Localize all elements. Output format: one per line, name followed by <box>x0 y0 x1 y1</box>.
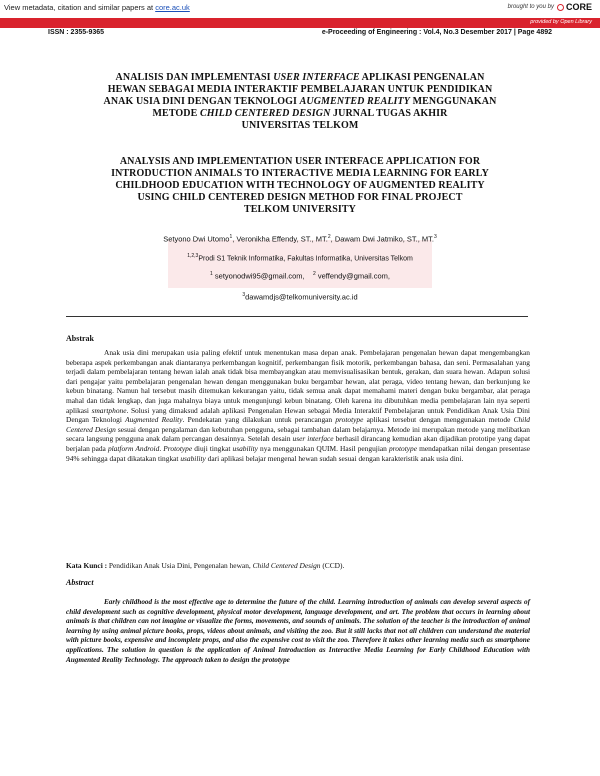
proceeding-info: e-Proceeding of Engineering : Vol.4, No.3 Desember 2017 | Page 4892 <box>321 29 552 36</box>
page-header <box>48 29 552 41</box>
metadata-prefix: View metadata, citation and similar papers at <box>4 3 156 12</box>
abstract-body: Early childhood is the most effective age to determine the future of the child. Learning introduction of animals can develop several aspects of child development such as cognitive development, physical motor development, language development, and art. The problem that occurs in learning about animals is that children can not imagine or visualize the forms, movements, and sounds of animals. The solution of the teacher is the introduction of animal learning by using animal picture books, props, videos about animals, and visiting the zoo. But it still lacks that not all children can understand the material with picture books, expensive and incomplete props, and also the expensive cost to visit the zoo. Therefore it takes other learning media such as smartphone applications. The solution in question is the application of Animal Introduction as Interactive Media Learning for Early Childhood Education with Augmented Reality Technology. The approach taken to design the prototype <box>66 598 530 664</box>
author-3: , Dawam Dwi Jatmiko, ST., MT. <box>330 234 435 244</box>
abstrak-heading: Abstrak <box>66 334 95 343</box>
email-1[interactable]: setyonodwi95@gmail.com, <box>214 271 305 281</box>
core-label: CORE <box>565 2 592 12</box>
title-indonesian <box>70 72 530 132</box>
title-id-line-1: ANALISIS DAN IMPLEMENTASI USER INTERFACE APLIKASI PENGENALAN <box>115 72 485 83</box>
affiliation: $^{1,2,3}$Prodi S1 Teknik Informatika, Fakultas Informatika, Universitas Telkom <box>187 253 413 263</box>
author-list: Setyono Dwi Utomo$^1$, Veronikha Effendy, ST., MT.$^2$, Dawam Dwi Jatmiko, ST., MT.$^3$ <box>163 234 437 244</box>
author-email-3: $^3$dawamdjs@telkomuniversity.ac.id <box>242 292 358 302</box>
issn: ISSN : 2355-9365 <box>48 29 105 36</box>
title-en-line-2: INTRODUCTION ANIMALS TO INTERACTIVE MEDIA LEARNING FOR EARLY <box>111 168 489 179</box>
title-en-line-1: ANALYSIS AND IMPLEMENTATION USER INTERFACE APPLICATION FOR <box>119 156 481 167</box>
email-3[interactable]: dawamdjs@telkomuniversity.ac.id <box>245 292 358 302</box>
title-en-line-3: CHILDHOOD EDUCATION WITH TECHNOLOGY OF AUGMENTED REALITY <box>115 180 485 191</box>
provider-bar <box>0 18 600 28</box>
core-logo-icon <box>557 4 564 11</box>
author-emails: $^1$ setyonodwi95@gmail.com, $^2$ veffendy@gmail.com, <box>210 271 390 281</box>
title-english <box>70 156 530 216</box>
core-link[interactable]: core.ac.uk <box>155 3 190 12</box>
brought-by-text: brought to you by <box>507 4 554 10</box>
title-en-line-4: USING CHILD CENTERED DESIGN METHOD FOR FINAL PROJECT <box>137 192 463 203</box>
title-id-line-3: ANAK USIA DINI DENGAN TEKNOLOGI AUGMENTED REALITY MENGGUNAKAN <box>103 96 497 107</box>
abstrak-body: Anak usia dini merupakan usia paling efektif untuk menentukan masa depan anak. Pembelajaran pengenalan hewan dapat mengembangkan beberapa aspek perkembangan anak diantaranya perkembangan kognitif, perkembangan fisik motorik, perkembangan bahasa, dan seni. Permasalahan yang terjadi dalam pembelajaran tentang hewan ialah anak tidak bisa membayangkan atau memvisualisasikan bentuk, gerakan, dan suara hewan. Adapun solusi dari pengajar yaitu pembelajaran pengenalan hewan dengan menggunakan buku bergambar hewan, alat peraga, video tentang hewan, dan berkunjung ke kebun binatang. Namun hal tersebut masih ditemukan kekurangan yaitu, tidak semua anak dapat memahami materi dengan buku bergambar, alat peraga mahal dan tidak lengkap, dan juga mahalnya biaya untuk mengunjungi kebun binatang. Oleh karena itu dibutuhkan media pembelajaran lain nya seperti aplikasi smartphone. Solusi yang dimaksud adalah aplikasi Pengenalan Hewan sebagai Media Interaktif Pembelajaran untuk Pendidikan Anak Usia Dini Dengan Teknologi Augmented Reality. Pendekatan yang dilakukan untuk perancangan prototype aplikasi tersebut dengan menggunakan metode Child Centered Design sesuai dengan pengalaman dan kebutuhan pengguna, sebagai tambahan dalam belajarnya. Metode ini merupakan metode yang melibatkan secara langsung pengguna anak dalam percangan desainnya. Setelah desain user interface berhasil dirancang kemudian akan dijadikan prototipe yang dapat berjalan pada platform Android. Prototype diuji tingkat usability nya menggunakan QUIM. Hasil pengujian prototype mendapatkan nilai dengan presentase 94% sehingga dapat dikatakan tingkat usability dari aplikasi belajar mengenal hewan sudah sesuai dengan karakteristik anak usia dini. <box>66 348 531 463</box>
section-divider <box>66 316 528 317</box>
email-2[interactable]: veffendy@gmail.com, <box>317 271 390 281</box>
title-id-line-2: HEWAN SEBAGAI MEDIA INTERAKTIF PEMBELAJARAN UNTUK PENDIDIKAN <box>107 84 493 95</box>
keywords: Kata Kunci : Pendidikan Anak Usia Dini, Pengenalan hewan, Child Centered Design (CCD). <box>66 561 345 570</box>
abstract-heading: Abstract <box>66 578 94 587</box>
title-id-line-4: METODE CHILD CENTERED DESIGN JURNAL TUGAS AKHIR <box>152 108 448 119</box>
metadata-link-text <box>4 3 190 12</box>
title-en-line-5: TELKOM UNIVERSITY <box>244 204 356 215</box>
core-logo <box>557 2 592 12</box>
title-id-line-5: UNIVERSITAS TELKOM <box>241 120 359 131</box>
core-badge[interactable] <box>508 2 592 12</box>
watermark-highlight <box>168 240 432 288</box>
provided-by-text: provided by Open Library <box>530 19 592 25</box>
author-1: Setyono Dwi Utomo <box>163 234 230 244</box>
author-2: , Veronikha Effendy, ST., MT. <box>232 234 328 244</box>
